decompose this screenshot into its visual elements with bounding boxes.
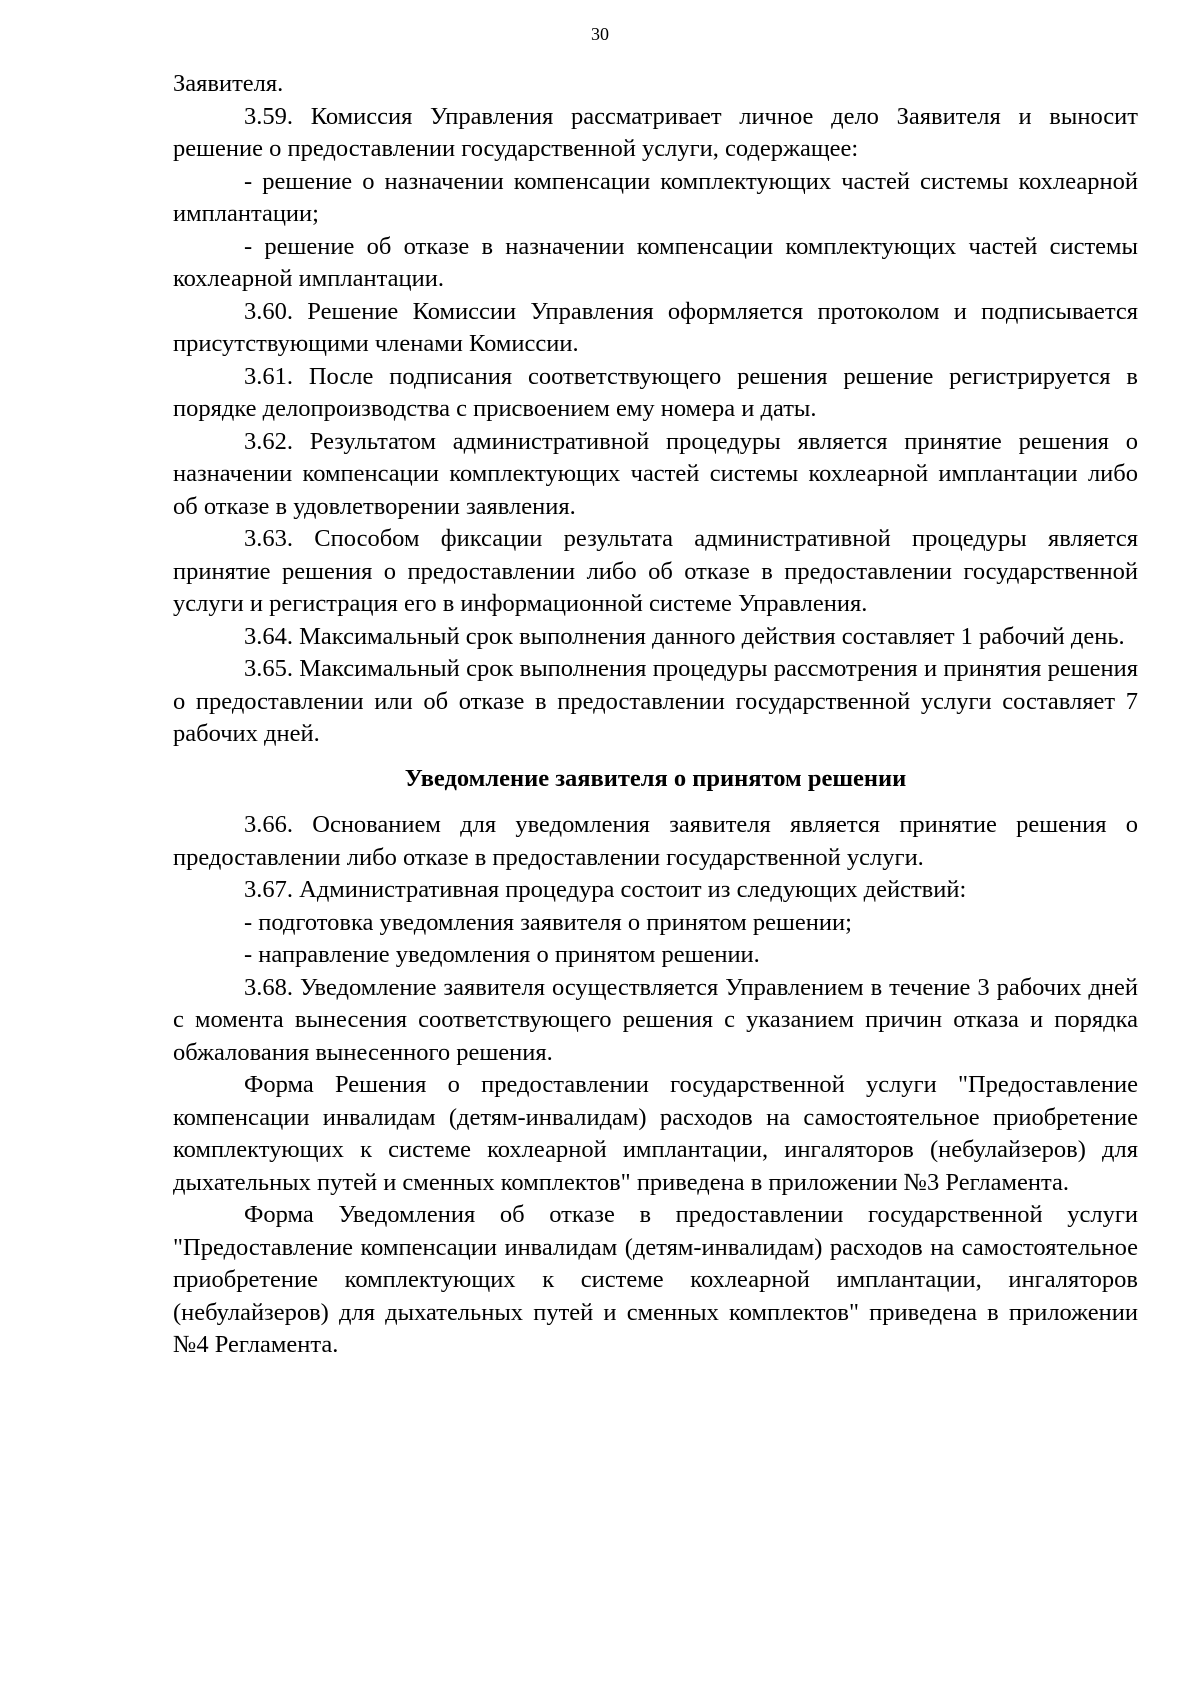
paragraphs-top [173,68,1138,751]
section-heading: Уведомление заявителя о принятом решении [404,764,907,792]
page-number: 30 [591,24,609,44]
paragraph: Заявителя. [173,70,284,97]
paragraph: - направление уведомления о принятом решении. [244,941,760,968]
paragraph: 3.61. После подписания соответствующего решения решение регистрируется в порядке делопроизводства с присвоением ему номера и даты. [173,362,1138,422]
paragraph: 3.63. Способом фиксации результата административной процедуры является принятие решения о предоставлении либо об отказе в предоставлении государственной услуги и регистрация его в информационной системе Управления. [173,525,1138,617]
paragraph: 3.62. Результатом административной процедуры является принятие решения о назначении компенсации комплектующих частей системы кохлеарной имплантации либо об отказе в удовлетворении заявления. [173,427,1138,520]
paragraph: 3.66. Основанием для уведомления заявителя является принятие решения о предоставлении либо отказе в предоставлении государственной услуги. [173,811,1138,871]
paragraph: 3.65. Максимальный срок выполнения процедуры рассмотрения и принятия решения о предоставлении или об отказе в предоставлении государственной услуги составляет 7 рабочих дней. [173,655,1138,747]
paragraph: 3.60. Решение Комиссии Управления оформляется протоколом и подписывается присутствующими членами Комиссии. [173,297,1138,357]
paragraphs-bottom [173,809,1138,1362]
paragraph: - решение об отказе в назначении компенсации комплектующих частей системы кохлеарной имплантации. [173,232,1138,292]
paragraph: - подготовка уведомления заявителя о принятом решении; [244,908,852,936]
paragraph: Форма Уведомления об отказе в предоставлении государственной услуги "Предоставление компенсации инвалидам (детям-инвалидам) расходов на самостоятельное приобретение комплектующих к системе кохлеарной имплантации, ингаляторов (небулайзеров) для дыхательных путей и сменных комплектов" приведена в приложении №4 Регламента. [173,1201,1138,1358]
paragraph: 3.64. Максимальный срок выполнения данного действия составляет 1 рабочий день. [244,622,1125,650]
paragraph: 3.68. Уведомление заявителя осуществляется Управлением в течение 3 рабочих дней с момента вынесения соответствующего решения с указанием причин отказа и порядка обжалования вынесенного решения. [173,973,1138,1066]
document-body [173,68,1138,1362]
paragraph: 3.59. Комиссия Управления рассматривает личное дело Заявителя и выносит решение о предоставлении государственной услуги, содержащее: [173,102,1138,162]
paragraph: - решение о назначении компенсации комплектующих частей системы кохлеарной имплантации; [173,167,1138,227]
paragraph: Форма Решения о предоставлении государственной услуги "Предоставление компенсации инвалидам (детям-инвалидам) расходов на самостоятельное приобретение комплектующих к системе кохлеарной имплантации, ингаляторов (небулайзеров) для дыхательных путей и сменных комплектов" приведена в приложении №3 Регламента. [173,1071,1138,1196]
paragraph: 3.67. Административная процедура состоит из следующих действий: [244,876,967,903]
